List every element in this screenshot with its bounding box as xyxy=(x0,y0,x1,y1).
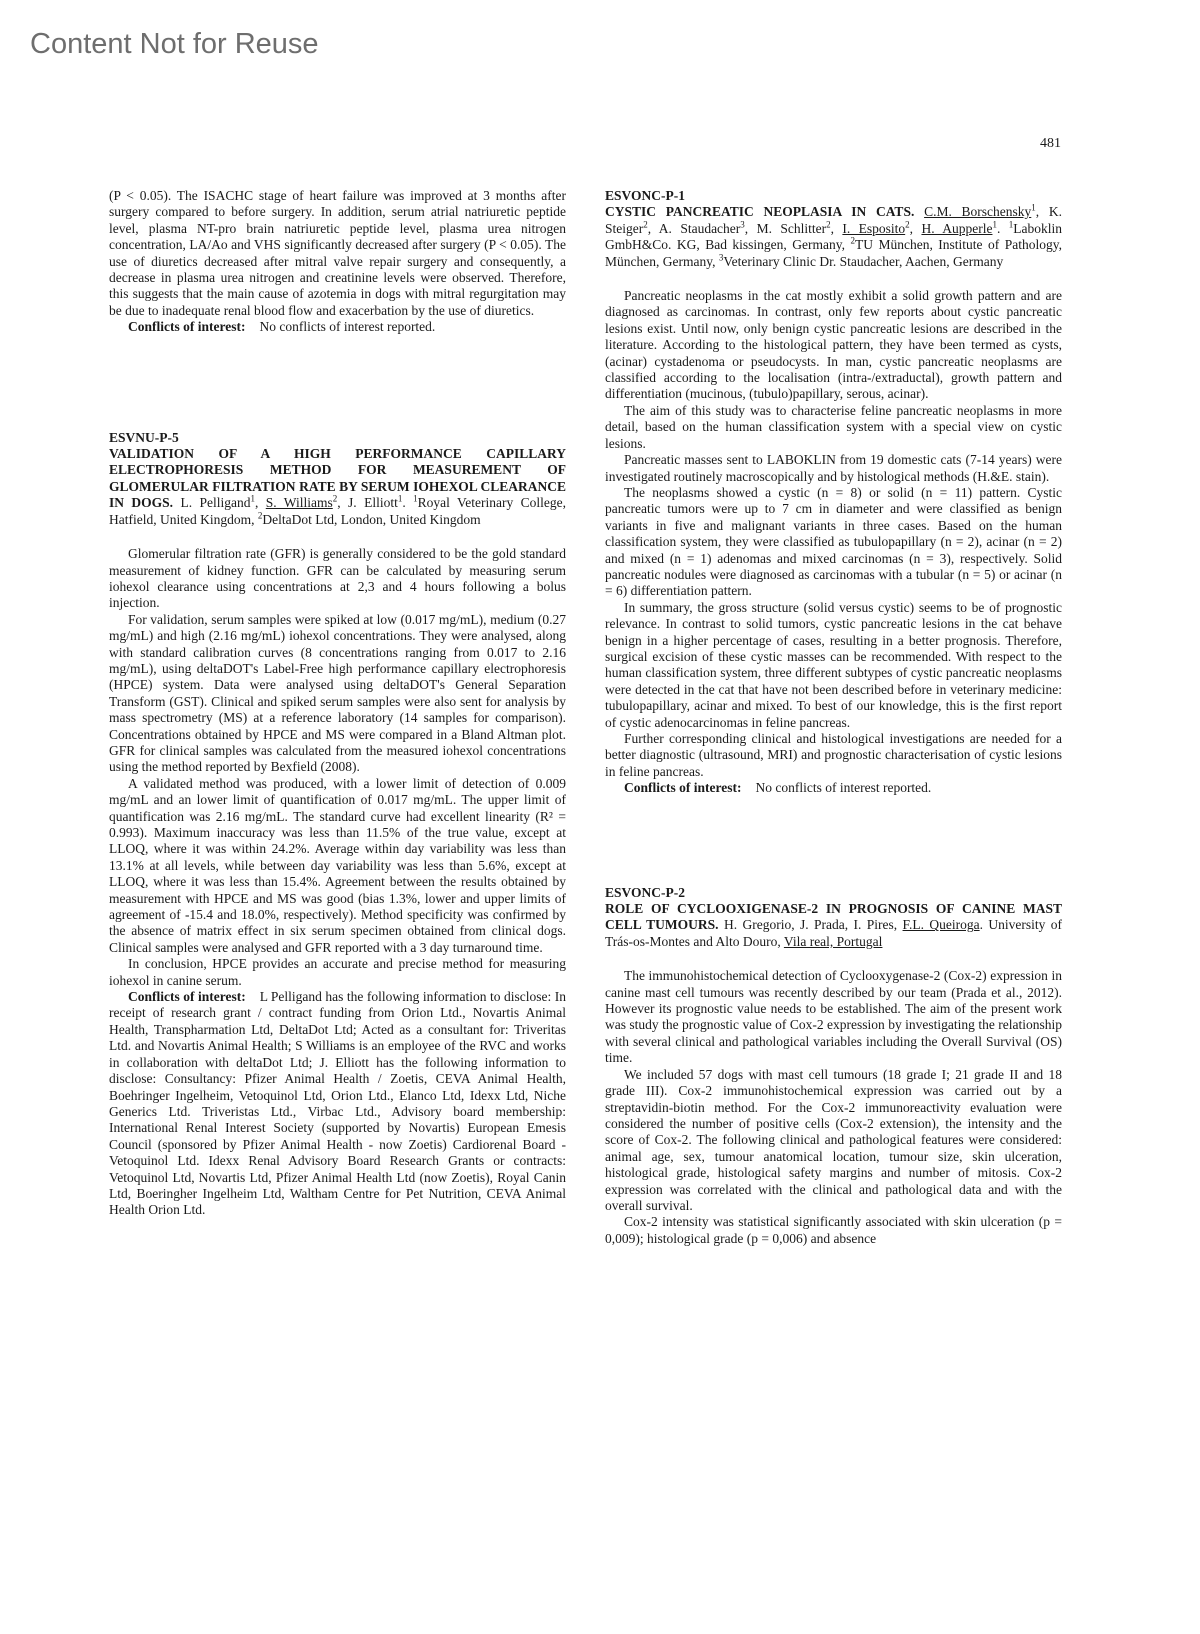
coi-paragraph xyxy=(605,780,1062,796)
body-paragraph: Cox-2 intensity was statistical significantly associated with skin ulceration (p = 0,009); histological grade (p = 0,006) and absence xyxy=(605,1214,1062,1246)
abstract-header: ROLE OF CYCLOOXIGENASE-2 IN PROGNOSIS OF CANINE MAST CELL TUMOURS. H. Gregorio, J. Prada, I. Pires, F.L. Queiroga. University of Trás-os-Montes and Alto Douro, Vila real, Portugal xyxy=(605,901,1063,949)
coi-text: No conflicts of interest reported. xyxy=(755,780,932,796)
body-paragraph: The immunohistochemical detection of Cyclooxygenase-2 (Cox-2) expression in canine mast cell tumours was recently described by our team (Prada et al., 2012). However its prognostic value needs to be established. The aim of the present work was study the prognostic value of Cox-2 expression by investigating the relationship with several clinical and pathological variables including the Overall Survival (OS) time. xyxy=(605,968,1062,1066)
presenting-author: F.L. Queiroga xyxy=(902,917,980,933)
affiliation: University of Trás-os-Montes and Alto Douro, xyxy=(605,917,1063,949)
watermark: Content Not for Reuse xyxy=(30,28,319,60)
body-paragraph: Further corresponding clinical and histological investigations are needed for a better diagnostic (ultrasound, MRI) and prognostic characterisation of cystic lesions in feline pancreas. xyxy=(605,731,1062,779)
page-number: 481 xyxy=(1040,136,1061,151)
abstract-header: VALIDATION OF A HIGH PERFORMANCE CAPILLARY ELECTROPHORESIS METHOD FOR MEASUREMENT OF GLOMERULAR FILTRATION RATE BY SERUM IOHEXOL CLEARANCE IN DOGS. L. Pelligand$^1$, S. Williams$^2$, J. Elliott$^1$. $^1$Royal Veterinary College, Hatfield, United Kingdom, $^2$DeltaDot Ltd, London, United Kingdom xyxy=(109,446,567,527)
affiliation: Royal Veterinary College, Hatfield, United Kingdom, xyxy=(109,495,567,527)
abstract-code: ESVONC-P-2 xyxy=(605,884,685,900)
affiliation-city: Vila real, Portugal xyxy=(783,933,883,949)
body-paragraph: We included 57 dogs with mast cell tumours (18 grade I; 21 grade II and 18 grade III). Cox-2 immunohistochemical expression was carried out by a streptavidin-biotin method. For the Cox-2 immunoreactivity evaluation were considered the number of positive cells (Cox-2 extension), the intensity and the score of Cox-2. The following clinical and pathological features were considered: animal age, sex, tumour anatomical location, tumour size, skin ulceration, histological grade, histological safety margins and number of mitosis. Cox-2 expression was correlated with the clinical and pathological data and with the overall survival. xyxy=(605,1066,1062,1213)
coi-text: No conflicts of interest reported. xyxy=(259,319,436,335)
author-1: L. Pelligand xyxy=(180,495,251,511)
affiliation: Laboklin GmbH&Co. KG, Bad kissingen, Germany, xyxy=(605,220,1062,253)
coi-label: Conflicts of interest: xyxy=(128,319,246,335)
body-paragraph: Pancreatic neoplasms in the cat mostly exhibit a solid growth pattern and are diagnosed as carcinomas. In contrast, only few reports about cystic pancreatic lesions exist. Until now, only benign cystic pancreatic lesions are described in the literature. According to the histological pattern, they have been termed as cysts, (acinar) cystadenoma or pseudocysts. In man, cystic pancreatic neoplasms are classified according to the localisation (intra-/extraductal), growth pattern and differentiation (mucinous, (tubulo)papillary, serous, acinar). xyxy=(605,288,1062,402)
continuation-paragraph: (P < 0.05). The ISACHC stage of heart failure was improved at 3 months after surgery compared to before surgery. In addition, serum atrial natriuretic peptide level, plasma NT-pro brain natriuretic peptide level, plasma urea nitrogen concentration, LA/Ao and VHS significantly decreased after surgery (P < 0.05). The use of diuretics decreased after mitral valve repair surgery and consequently, a decrease in plasma urea nitrogen and creatinine levels were observed. Therefore, this suggests that the main cause of azotemia in dogs with mitral regurgitation may be due to inadequate renal blood flow and exacerbation by the use of diuretics. xyxy=(109,188,566,318)
presenting-author: C.M. Borschensky xyxy=(924,204,1032,220)
body-paragraph: In summary, the gross structure (solid versus cystic) seems to be of prognostic relevance. In contrast to solid tumors, cystic pancreatic lesions in the cat behave benign in a higher percentage of cases, resulting in a better prognosis. Therefore, surgical excision of these cystic masses can be recommended. With respect to the human classification system, three different subtypes of cystic pancreatic neoplasms were detected in the cat that have not been described before in veterinary medicine: tubulopapillary, acinar and mixed. To best of our knowledge, this is the first report of cystic adenocarcinomas in feline pancreas. xyxy=(605,599,1062,730)
coi-paragraph xyxy=(109,989,566,1219)
coi-text: L Pelligand has the following information to disclose: In receipt of research grant / contract funding from Orion Ltd., Novartis Animal Health, Transpharmation Ltd, DeltaDot Ltd; Acted as a consultant for: Triveritas Ltd. and Novartis Animal Health; S Williams is an employee of the RVC and works in collaboration with deltaDot Ltd; J. Elliott has the following information to disclose: Consultancy: Pfizer Animal Health / Zoetis, CEVA Animal Health, Boehringer Ingelheim, Vetoquinol Ltd, Orion Ltd., Elanco Ltd, Idexx Ltd, Niche Generics Ltd. Triveristas Ltd., Virbac Ltd., Advisory board membership: International Renal Interest Society (supported by Novartis) European Emesis Council (sponsored by Pfizer Animal Health - now Zoetis) Cardiorenal Board - Vetoquinol Ltd. Idexx Renal Advisory Board Research Grants or contracts: Vetoquinol Ltd, Novartis Ltd, Pfizer Animal Health Ltd (now Zoetis), Royal Canin Ltd, Boeringher Ingelheim Ltd, Waltham Centre for Pet Nutrition, CEVA Animal Health Orion Ltd. xyxy=(109,989,566,1218)
body-paragraph: The aim of this study was to characterise feline pancreatic neoplasms in more detail, based on the human classification system with a special view on cystic lesions. xyxy=(605,402,1062,451)
abstract-title: VALIDATION OF A HIGH PERFORMANCE CAPILLARY ELECTROPHORESIS METHOD FOR MEASUREMENT OF GLOMERULAR FILTRATION RATE BY SERUM IOHEXOL CLEARANCE IN DOGS. xyxy=(109,446,566,511)
abstract-title: CYSTIC PANCREATIC NEOPLASIA IN CATS. xyxy=(605,204,915,220)
abstract-code: ESVNU-P-5 xyxy=(109,429,179,445)
continuation-coi xyxy=(109,319,566,335)
author-esposito: I. Esposito xyxy=(842,220,906,236)
body-paragraph: The neoplasms showed a cystic (n = 8) or solid (n = 11) pattern. Cystic pancreatic tumors were up to 7 cm in diameter and were classified as benign variants in five and malignant variants in three cases. Based on the human classification system, they were classified as tubulopapillary (n = 2), acinar (n = 2) and mixed (n = 1) adenomas and mixed carcinomas (n = 3), respectively. Solid pancreatic nodules were diagnosed as carcinomas with a tubular (n = 5) or acinar (n = 6) differentiation pattern. xyxy=(605,484,1062,599)
left-column xyxy=(109,188,566,1219)
body-paragraph: For validation, serum samples were spiked at low (0.017 mg/mL), medium (0.27 mg/mL) and high (2.16 mg/mL) iohexol concentrations. They were analysed, along with standard calibration curves (8 concentrations ranging from 0.017 to 2.16 mg/mL), using deltaDOT's Label-Free high performance capillary electrophoresis (HPCE) system. Data were analysed using deltaDOT's General Separation Transform (GST). Clinical and spiked serum samples were also sent for analysis by mass spectrometry (MS) at a reference laboratory (14 samples for comparison). Concentrations obtained by HPCE and MS were compared in a Bland Altman plot. GFR for clinical samples was calculated from the measured iohexol concentrations using the method reported by Bexfield (2008). xyxy=(109,611,566,775)
abstract-code: ESVONC-P-1 xyxy=(605,188,685,203)
body-paragraph: In conclusion, HPCE provides an accurate and precise method for measuring iohexol in canine serum. xyxy=(109,956,566,988)
abstract-esvonc-p-1 xyxy=(605,188,1062,797)
presenting-author: S. Williams xyxy=(265,495,333,511)
abstract-esvonc-p-2 xyxy=(605,885,1062,1248)
abstract-header: CYSTIC PANCREATIC NEOPLASIA IN CATS. C.M. Borschensky$^1$, K. Steiger$^2$, A. Staudacher$^3$, M. Schlitter$^2$, I. Esposito$^2$, H. Aupperle$^1$. $^1$Laboklin GmbH&Co. KG, Bad kissingen, Germany, $^2$TU München, Institute of Pathology, München, Germany, $^3$Veterinary Clinic Dr. Staudacher, Aachen, Germany xyxy=(605,202,1063,269)
body-paragraph: Glomerular filtration rate (GFR) is generally considered to be the gold standard measurement of kidney function. GFR can be calculated by measuring serum iohexol clearance using concentrations at 2,3 and 4 hours following a bolus injection. xyxy=(109,546,566,611)
body-paragraph: A validated method was produced, with a lower limit of detection of 0.009 mg/mL and an lower limit of quantification of 0.017 mg/mL. The upper limit of quantification was 2.16 mg/mL. The standard curve had excellent linearity (R² = 0.993). Maximum inaccuracy was less than 11.5% of the true value, except at LLOQ, where it was within 24.2%. Average within day variability was less than 13.1% at all levels, while between day variability was less than 5.6%, except at LLOQ, where it was less than 15.4%. Agreement between the results obtained by measurement with HPCE and MS was good (bias 1.3%, lower and upper limits of agreement of -15.4 and 18.0%, respectively). Method specificity was confirmed by the absence of matrix effect in six serum specimen obtained from clinical dogs. Clinical samples were analysed and GFR reported with a 3 day turnaround time. xyxy=(109,775,566,955)
body-paragraph: Pancreatic masses sent to LABOKLIN from 19 domestic cats (7-14 years) were investigated routinely macroscopically and by histological methods (H.&E. stain). xyxy=(605,452,1062,484)
coi-label: Conflicts of interest: xyxy=(128,989,246,1005)
coi-label: Conflicts of interest: xyxy=(624,780,742,796)
right-column xyxy=(605,188,1062,1247)
abstract-title: ROLE OF CYCLOOXIGENASE-2 IN PROGNOSIS OF CANINE MAST CELL TUMOURS. xyxy=(605,901,1062,933)
author-aupperle: H. Aupperle xyxy=(921,220,993,236)
abstract-esvnu-p-5 xyxy=(109,430,566,1219)
